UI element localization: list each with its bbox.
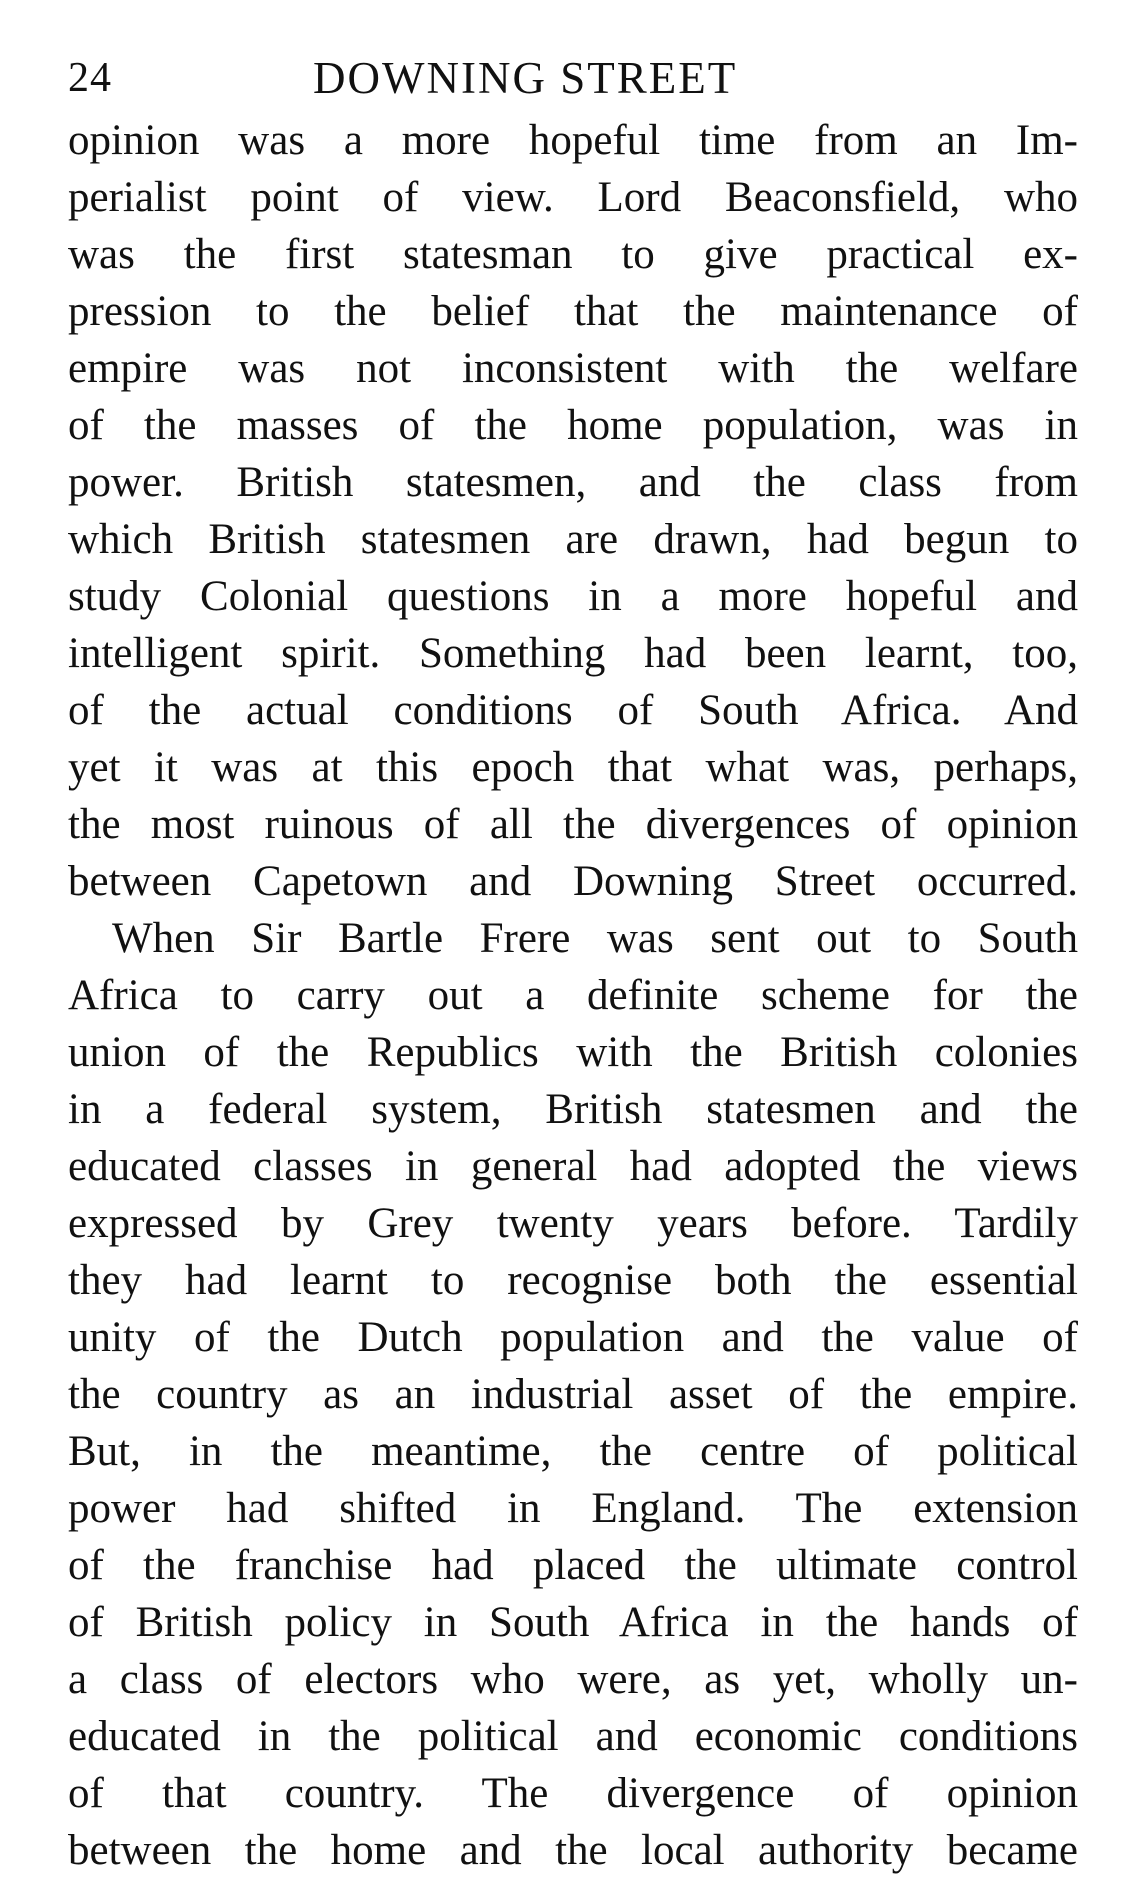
text-line: the most ruinous of all the divergences of opinion: [68, 801, 1078, 848]
text-line: educated in the political and economic conditions: [68, 1713, 1078, 1760]
text-line: expressed by Grey twenty years before. Tardily: [68, 1200, 1078, 1247]
text-line: study Colonial questions in a more hopeful and: [68, 573, 1078, 620]
running-head: [68, 48, 1078, 108]
text-line: a class of electors who were, as yet, wholly un-: [68, 1656, 1078, 1703]
text-line: unity of the Dutch population and the value of: [68, 1314, 1078, 1361]
text-line: was the first statesman to give practical ex-: [68, 231, 1078, 278]
text-line: Africa to carry out a definite scheme for the: [68, 972, 1078, 1019]
text-line: they had learnt to recognise both the essential: [68, 1257, 1078, 1304]
text-line: power. British statesmen, and the class from: [68, 459, 1078, 506]
running-title: DOWNING STREET: [313, 53, 738, 103]
text-line: educated classes in general had adopted the views: [68, 1143, 1078, 1190]
body-text: [68, 112, 1078, 1879]
text-line: of that country. The divergence of opinion: [68, 1770, 1078, 1817]
text-line: opinion was a more hopeful time from an Im-: [68, 117, 1078, 164]
text-line: When Sir Bartle Frere was sent out to South: [112, 915, 1078, 962]
text-line: between the home and the local authority became: [68, 1827, 1078, 1874]
text-line: which British statesmen are drawn, had begun to: [68, 516, 1078, 563]
text-line: of the actual conditions of South Africa. And: [68, 687, 1078, 734]
page-number: 24: [68, 55, 112, 101]
text-line: perialist point of view. Lord Beaconsfield, who: [68, 174, 1078, 221]
text-line: in a federal system, British statesmen and the: [68, 1086, 1078, 1133]
text-line: the country as an industrial asset of the empire.: [68, 1371, 1078, 1418]
text-line: union of the Republics with the British colonies: [68, 1029, 1078, 1076]
text-line: yet it was at this epoch that what was, perhaps,: [68, 744, 1078, 791]
text-line: pression to the belief that the maintenance of: [68, 288, 1078, 335]
text-line: of British policy in South Africa in the hands of: [68, 1599, 1078, 1646]
text-line: power had shifted in England. The extension: [68, 1485, 1078, 1532]
text-line: intelligent spirit. Something had been learnt, too,: [68, 630, 1078, 677]
text-line: of the masses of the home population, was in: [68, 402, 1078, 449]
text-line: between Capetown and Downing Street occurred.: [68, 858, 1078, 905]
text-line: But, in the meantime, the centre of political: [68, 1428, 1078, 1475]
text-line: of the franchise had placed the ultimate control: [68, 1542, 1078, 1589]
text-line: empire was not inconsistent with the welfare: [68, 345, 1078, 392]
